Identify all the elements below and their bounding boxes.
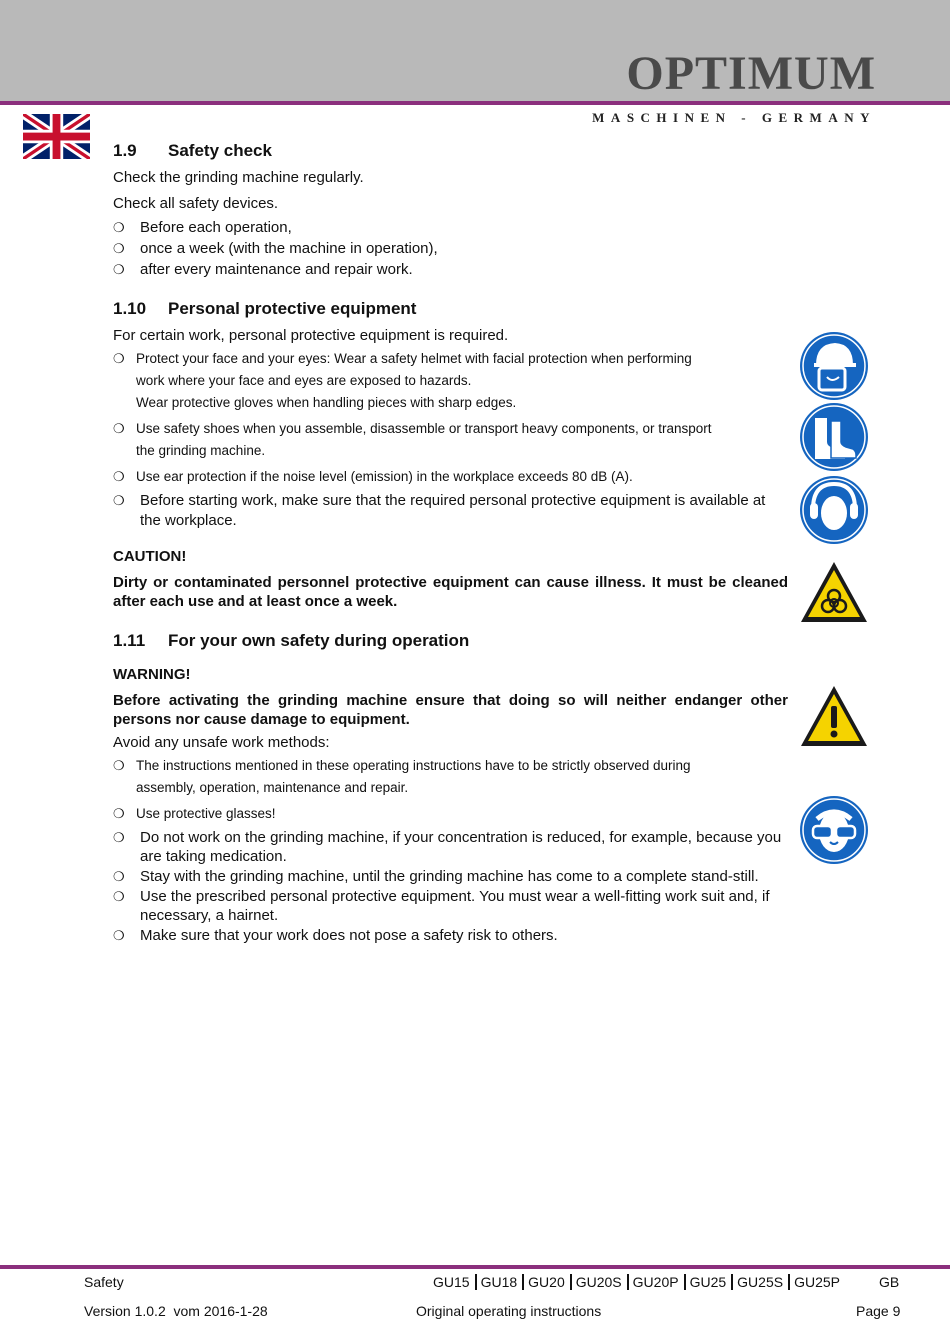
- section-heading-1-10: 1.10 Personal protective equipment: [113, 299, 417, 318]
- model-label: GU25P: [794, 1274, 840, 1290]
- bullet-icon: ❍: [113, 241, 125, 256]
- biohazard-warning-icon: [799, 560, 869, 624]
- list-item: ❍ Use the prescribed personal protective equipment. You must wear a well-fitting work suit and, if necessary, a hairnet.: [113, 888, 770, 924]
- footer-section: Safety: [84, 1274, 124, 1290]
- safety-glasses-icon: [799, 795, 869, 865]
- list-item: ❍ Before each operation,: [113, 219, 292, 236]
- uk-flag-icon: [23, 114, 90, 159]
- model-label: GU15: [433, 1274, 470, 1290]
- safety-list: [113, 803, 788, 825]
- ppe-list: [113, 418, 788, 440]
- paragraph: Avoid any unsafe work methods:: [113, 734, 330, 751]
- ppe-list: [113, 491, 788, 531]
- list-item: ❍ The instructions mentioned in these operating instructions have to be strictly observed during: [113, 755, 788, 777]
- caution-text: Dirty or contaminated personnel protective equipment can cause illness. It must be cleaned after each use and at least once a week.: [113, 574, 788, 610]
- list-item: ❍ Before starting work, make sure that the required personal protective equipment is available at the workplace.: [113, 492, 766, 529]
- bullet-icon: ❍: [113, 869, 125, 884]
- model-label: GU20S: [575, 1274, 622, 1290]
- list-item: ❍ Protect your face and your eyes: Wear a safety helmet with facial protection when performing: [113, 348, 788, 370]
- footer-models: [433, 1273, 840, 1291]
- paragraph: Check the grinding machine regularly.: [113, 169, 364, 186]
- main-content: [113, 138, 788, 945]
- footer-language: GB: [879, 1274, 900, 1290]
- list-item: ❍ Stay with the grinding machine, until the grinding machine has come to a complete stand-still.: [113, 868, 759, 885]
- bullet-icon: ❍: [113, 758, 125, 773]
- section-heading-1-9: 1.9 Safety check: [113, 141, 272, 160]
- bullet-list: [113, 217, 788, 280]
- bullet-icon: ❍: [113, 262, 125, 277]
- caution-label: CAUTION!: [113, 548, 187, 565]
- bullet-icon: ❍: [113, 220, 125, 235]
- ppe-list: [113, 348, 788, 370]
- section-heading-1-11: 1.11 For your own safety during operation: [113, 631, 470, 650]
- safety-boots-icon: [799, 402, 869, 472]
- brand-subtitle: MASCHINEN - GERMANY: [592, 110, 876, 125]
- ppe-list: [113, 466, 788, 488]
- footer-doc-title: Original operating instructions: [416, 1303, 602, 1319]
- list-item: ❍ Use protective glasses!: [113, 803, 788, 825]
- paragraph: Wear protective gloves when handling pieces with sharp edges.: [136, 395, 517, 410]
- header-rule: [0, 101, 950, 105]
- safety-list: [113, 828, 788, 945]
- bullet-icon: ❍: [113, 806, 125, 821]
- ear-protection-icon: [799, 475, 869, 545]
- model-label: GU20P: [632, 1274, 679, 1290]
- bullet-icon: ❍: [113, 469, 125, 484]
- warning-label: WARNING!: [113, 666, 191, 683]
- bullet-icon: ❍: [113, 493, 125, 508]
- list-item: ❍ Use ear protection if the noise level (emission) in the workplace exceeds 80 dB (A).: [113, 466, 788, 488]
- safety-list: [113, 755, 788, 777]
- page-number: Page 9: [856, 1303, 901, 1319]
- model-label: GU25S: [737, 1274, 784, 1290]
- paragraph: work where your face and eyes are exposed to hazards.: [136, 373, 472, 388]
- bullet-icon: ❍: [113, 889, 125, 904]
- general-warning-icon: [799, 684, 869, 748]
- list-item: ❍ once a week (with the machine in operation),: [113, 240, 438, 257]
- list-item: ❍ Do not work on the grinding machine, if your concentration is reduced, for example, because you are taking medication.: [113, 829, 782, 865]
- bullet-icon: ❍: [113, 928, 125, 943]
- list-item: ❍ Use safety shoes when you assemble, disassemble or transport heavy components, or transport: [113, 418, 788, 440]
- paragraph: the grinding machine.: [136, 443, 266, 458]
- bullet-icon: ❍: [113, 351, 125, 366]
- model-label: GU25: [689, 1274, 727, 1290]
- bullet-icon: ❍: [113, 421, 125, 436]
- paragraph: Check all safety devices.: [113, 195, 279, 212]
- list-item: ❍ Make sure that your work does not pose a safety risk to others.: [113, 927, 558, 944]
- footer-version: Version 1.0.2 vom 2016-1-28: [84, 1303, 268, 1319]
- list-item: ❍ after every maintenance and repair work.: [113, 261, 413, 278]
- model-label: GU20: [528, 1274, 565, 1290]
- model-label: GU18: [480, 1274, 518, 1290]
- bullet-icon: ❍: [113, 830, 125, 845]
- paragraph: assembly, operation, maintenance and repair.: [136, 780, 409, 795]
- paragraph: For certain work, personal protective equipment is required.: [113, 327, 509, 344]
- footer-rule: [0, 1265, 950, 1269]
- brand-logo: OPTIMUM: [626, 47, 876, 100]
- warning-text: Before activating the grinding machine ensure that doing so will neither endanger other persons nor cause damage to equipment.: [113, 692, 788, 728]
- face-protection-helmet-icon: [799, 331, 869, 401]
